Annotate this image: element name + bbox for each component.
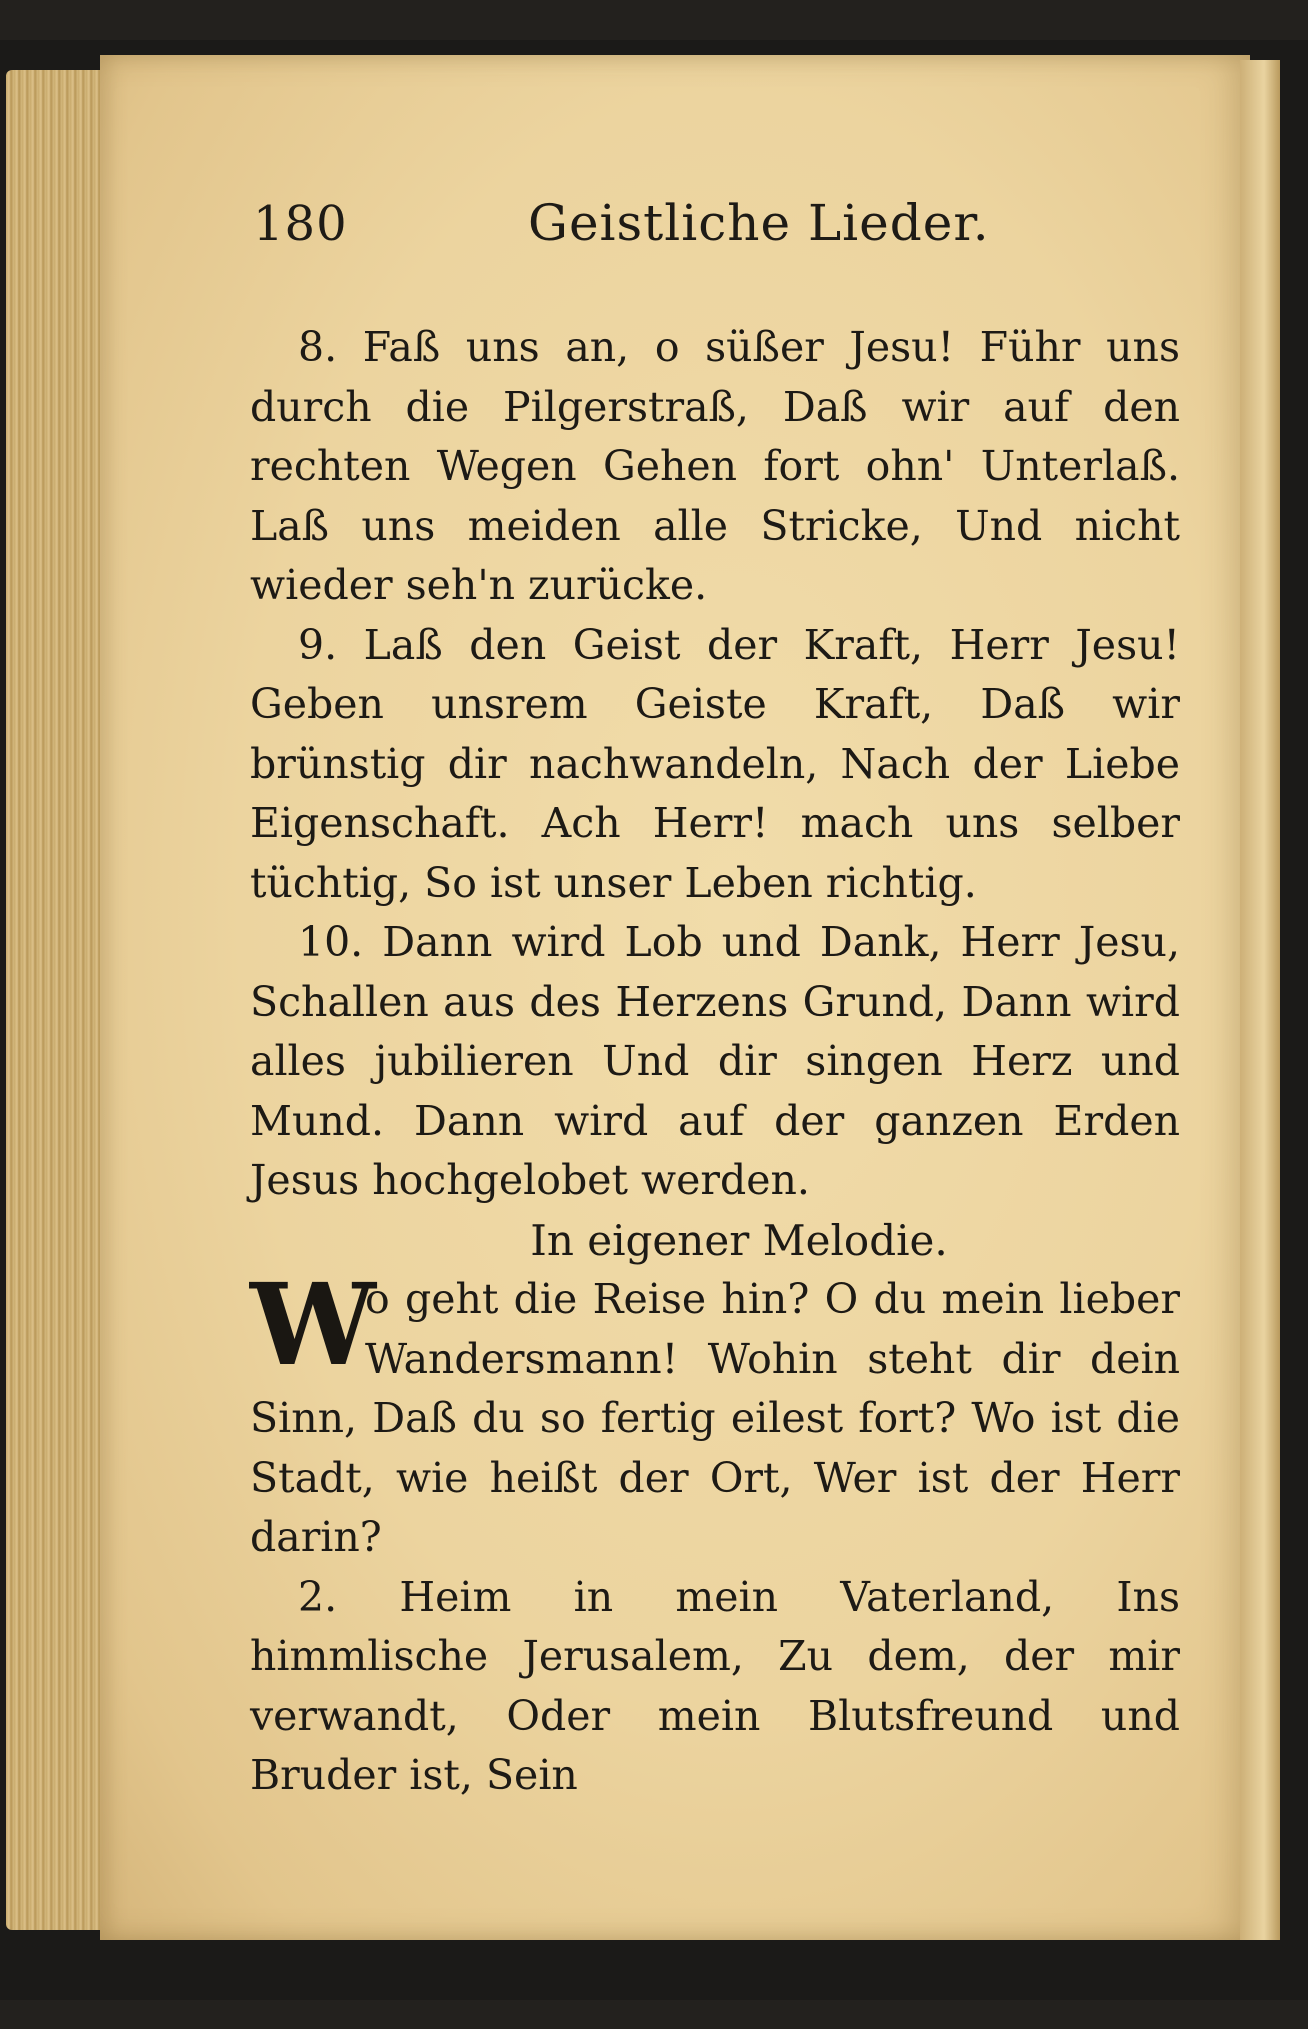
decorative-initial: W [250,1260,376,1391]
song-title: In eigener Melodie. [530,1215,948,1265]
page-edges [6,70,111,1930]
stanza-9: 9. Laß den Geist der Kraft, Herr Jesu! Geben unsrem Geiste Kraft, Daß wir brünstig dir nachwandeln, Nach der Liebe Eigenschaft. Ach Herr! mach uns selber tüchtig, So ist unser Leben richtig. [250,620,1180,907]
song2-stanza-2: 2. Heim in mein Vaterland, Ins himmlische Jerusalem, Zu dem, der mir verwandt, Oder mein Blutsfreund und Bruder ist, Sein [250,1572,1180,1799]
page-gutter [1240,60,1280,1940]
running-title: Geistliche Lieder. [528,194,990,252]
song2-stanza-1-text: o geht die Reise hin? O du mein lieber Wandersmann! Wohin steht dir dein Sinn, Daß du so fertig eilest fort? Wo ist die Stadt, wie heißt der Ort, Wer ist der Herr darin? [250,1275,1180,1561]
page-number: 180 [253,196,348,252]
page-text [250,318,1180,1806]
stanza-8: 8. Faß uns an, o süßer Jesu! Führ uns durch die Pilgerstraß, Daß wir auf den rechten Wegen Gehen fort ohn' Unterlaß. Laß uns meiden alle Stricke, Und nicht wieder seh'n zurücke. [250,323,1180,609]
stanza-10: 10. Dann wird Lob und Dank, Herr Jesu, Schallen aus des Herzens Grund, Dann wird alles jubilieren Und dir singen Herz und Mund. Dann wird auf der ganzen Erden Jesus hochgelobet werden. [250,918,1180,1204]
song2-stanza-1 [250,1260,1180,1568]
page-header [253,196,1173,266]
